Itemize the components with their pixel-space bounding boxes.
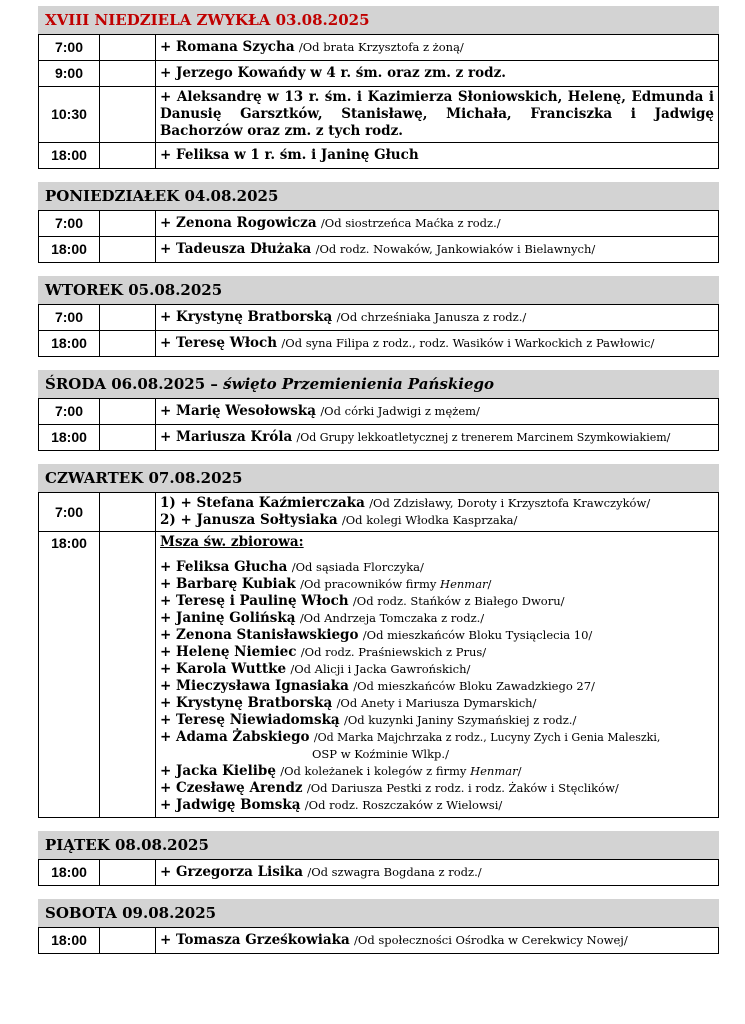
intentions-table bbox=[38, 398, 719, 451]
mass-time: 9:00 bbox=[39, 61, 100, 87]
list-item: + Czesławę Arendz /Od Dariusza Pestki z rodz. i rodz. Żaków i Stęclików/ bbox=[160, 780, 619, 796]
table-row bbox=[39, 305, 719, 331]
mass-time: 7:00 bbox=[39, 305, 100, 331]
list-item: 2) + Janusza Sołtysiaka /Od kolegi Włodka Kasprzaka/ bbox=[160, 512, 518, 528]
mass-time: 18:00 bbox=[39, 928, 100, 954]
list-item: + Krystynę Bratborską /Od Anety i Mariusza Dymarskich/ bbox=[160, 695, 537, 711]
list-item: + Teresę i Paulinę Włoch /Od rodz. Stańków z Białego Dworu/ bbox=[160, 593, 565, 609]
intentions-table bbox=[38, 304, 719, 357]
list-item: 1) + Stefana Kaźmierczaka /Od Zdzisławy, Doroty i Krzysztofa Krawczyków/ bbox=[160, 495, 651, 511]
list-item: + Zenona Stanisławskiego /Od mieszkańców Bloku Tysiąclecia 10/ bbox=[160, 627, 593, 643]
table-row bbox=[39, 237, 719, 263]
feast-name: święto Przemienienia Pańskiego bbox=[223, 375, 495, 393]
intentions-table bbox=[38, 492, 719, 818]
list-item: + Jacka Kielibę /Od koleżanek i kolegów z firmy Henmar/ bbox=[160, 763, 522, 779]
mass-time: 7:00 bbox=[39, 399, 100, 425]
intention-name: + Krystynę Bratborską bbox=[160, 309, 333, 325]
mass-time: 18:00 bbox=[39, 532, 100, 818]
list-item: + Adama Żabskiego /Od Marka Majchrzaka z rodz., Lucyny Zych i Genia Maleszki, bbox=[160, 729, 661, 745]
table-row bbox=[39, 211, 719, 237]
table-row bbox=[39, 143, 719, 169]
mass-time: 18:00 bbox=[39, 237, 100, 263]
list-item-continuation: OSP w Koźminie Wlkp./ bbox=[312, 747, 449, 761]
day-friday bbox=[38, 831, 719, 886]
mass-time: 18:00 bbox=[39, 331, 100, 357]
intention-requester: /Od rodz. Nowaków, Jankowiaków i Bielawnych/ bbox=[315, 242, 596, 256]
day-header: XVIII NIEDZIELA ZWYKŁA 03.08.2025 bbox=[38, 6, 719, 34]
intention-name: + Jerzego Kowańdy w 4 r. śm. oraz zm. z rodz. bbox=[160, 65, 506, 81]
intention-requester: /Od syna Filipa z rodz., rodz. Wasików i Warkockich z Pawłowic/ bbox=[281, 336, 655, 350]
day-saturday bbox=[38, 899, 719, 954]
intention-requester: /Od chrześniaka Janusza z rodz./ bbox=[336, 310, 527, 324]
day-header: ŚRODA 06.08.2025 – święto Przemienienia Pańskiego bbox=[38, 370, 719, 398]
intentions-table bbox=[38, 210, 719, 263]
day-sunday bbox=[38, 6, 719, 169]
day-thursday bbox=[38, 464, 719, 818]
intention-requester: /Od siostrzeńca Maćka z rodz./ bbox=[320, 216, 501, 230]
intention-requester: /Od córki Jadwigi z mężem/ bbox=[320, 404, 480, 418]
table-row bbox=[39, 425, 719, 451]
intention-name: + Feliksa w 1 r. śm. i Janinę Głuch bbox=[160, 147, 419, 163]
intentions-table bbox=[38, 34, 719, 169]
list-item: + Jadwigę Bomską /Od rodz. Roszczaków z Wielowsi/ bbox=[160, 797, 503, 813]
mass-time: 7:00 bbox=[39, 493, 100, 532]
intentions-table bbox=[38, 927, 719, 954]
list-item: + Barbarę Kubiak /Od pracowników firmy Henmar/ bbox=[160, 576, 492, 592]
table-row bbox=[39, 87, 719, 143]
list-item: + Janinę Golińską /Od Andrzeja Tomczaka z rodz./ bbox=[160, 610, 485, 626]
intention-requester: /Od społeczności Ośrodka w Cerekwicy Nowej/ bbox=[354, 933, 628, 947]
intention-name: + Zenona Rogowicza bbox=[160, 215, 317, 231]
table-row bbox=[39, 928, 719, 954]
intention-name: + Teresę Włoch bbox=[160, 335, 278, 351]
mass-time: 7:00 bbox=[39, 211, 100, 237]
table-row bbox=[39, 860, 719, 886]
intention-name: + Tomasza Grześkowiaka bbox=[160, 932, 350, 948]
list-item: + Teresę Niewiadomską /Od kuzynki Janiny Szymańskiej z rodz./ bbox=[160, 712, 577, 728]
table-row bbox=[39, 532, 719, 818]
intention-name: + Marię Wesołowską bbox=[160, 403, 317, 419]
list-item: + Feliksa Głucha /Od sąsiada Florczyka/ bbox=[160, 559, 424, 575]
list-item: + Helenę Niemiec /Od rodz. Praśniewskich z Prus/ bbox=[160, 644, 487, 660]
table-row bbox=[39, 399, 719, 425]
mass-time: 7:00 bbox=[39, 35, 100, 61]
day-wednesday bbox=[38, 370, 719, 451]
table-row bbox=[39, 61, 719, 87]
list-item: + Karola Wuttke /Od Alicji i Jacka Gawrońskich/ bbox=[160, 661, 471, 677]
day-header: PIĄTEK 08.08.2025 bbox=[38, 831, 719, 859]
mass-schedule bbox=[38, 6, 719, 967]
intention-name: + Tadeusza Dłużaka bbox=[160, 241, 312, 257]
mass-time: 18:00 bbox=[39, 143, 100, 169]
day-monday bbox=[38, 182, 719, 263]
table-row bbox=[39, 331, 719, 357]
day-tuesday bbox=[38, 276, 719, 357]
intention-requester: /Od Grupy lekkoatletycznej z trenerem Marcinem Szymkowiakiem/ bbox=[296, 431, 671, 444]
intention-name: + Romana Szycha bbox=[160, 39, 295, 55]
collective-mass-title: Msza św. zbiorowa: bbox=[160, 534, 304, 550]
intention-requester: /Od szwagra Bogdana z rodz./ bbox=[307, 865, 482, 879]
mass-time: 10:30 bbox=[39, 87, 100, 143]
table-row bbox=[39, 493, 719, 532]
mass-time: 18:00 bbox=[39, 860, 100, 886]
table-row bbox=[39, 35, 719, 61]
intentions-table bbox=[38, 859, 719, 886]
day-header: WTOREK 05.08.2025 bbox=[38, 276, 719, 304]
day-header: CZWARTEK 07.08.2025 bbox=[38, 464, 719, 492]
intention-name: + Mariusza Króla bbox=[160, 429, 293, 445]
day-header: SOBOTA 09.08.2025 bbox=[38, 899, 719, 927]
mass-time: 18:00 bbox=[39, 425, 100, 451]
list-item: + Mieczysława Ignasiaka /Od mieszkańców Bloku Zawadzkiego 27/ bbox=[160, 678, 595, 694]
intention-requester: /Od brata Krzysztofa z żoną/ bbox=[298, 40, 464, 54]
intention-name: + Grzegorza Lisika bbox=[160, 864, 304, 880]
intention-name: + Aleksandrę w 13 r. śm. i Kazimierza Słoniowskich, Helenę, Edmunda i Danusię Garsztków, Stanisławę, Michała, Franciszka i Jadwigę Bachorzów oraz zm. z tych rodz. bbox=[156, 87, 719, 143]
day-header: PONIEDZIAŁEK 04.08.2025 bbox=[38, 182, 719, 210]
